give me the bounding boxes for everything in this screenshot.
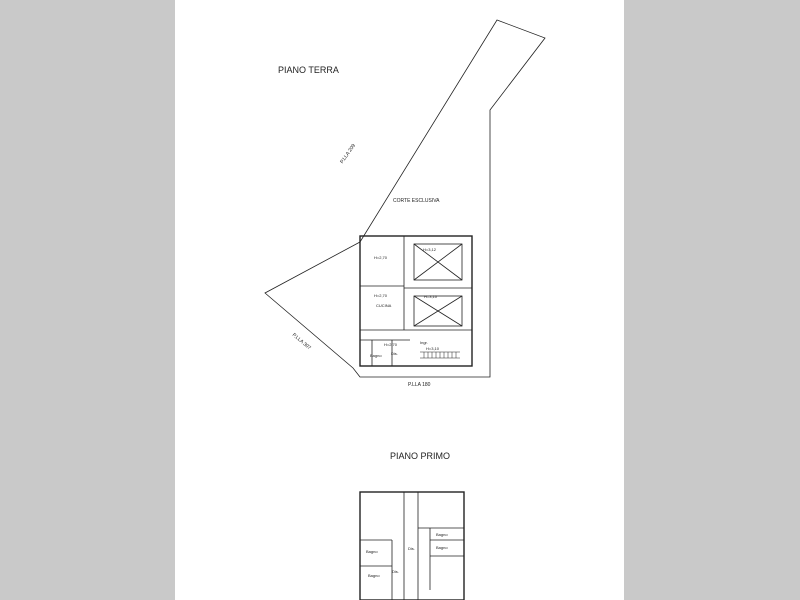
court-label: CORTE ESCLUSIVA — [393, 198, 440, 204]
room-height-label: H=2,70 — [374, 293, 388, 298]
room-height-label: H=2,70 — [384, 342, 398, 347]
parcel-label-south: P.LLA 180 — [408, 382, 431, 388]
kitchen-label: CUCINA — [376, 303, 392, 308]
stairs — [420, 352, 460, 358]
storage-label: Dis. — [408, 546, 415, 551]
room-height-label: H=2,70 — [374, 255, 388, 260]
entrance-label: Ingr. — [420, 340, 428, 345]
bathroom-label: Bagno — [436, 545, 448, 550]
room-height-label: H=3,12 — [423, 247, 437, 252]
room-height-label: H=3,10 — [426, 346, 440, 351]
bathroom-label: Bagno — [436, 532, 448, 537]
first-floor-title: PIANO PRIMO — [390, 451, 451, 461]
bathroom-label: Bagno — [370, 353, 382, 358]
ground-floor-title: PIANO TERRA — [278, 65, 339, 75]
bathroom-label: Bagno — [366, 549, 378, 554]
storage-label: Dis. — [391, 351, 398, 356]
bathroom-label: Bagno — [368, 573, 380, 578]
room-height-label: H=3,10 — [424, 294, 438, 299]
parcel-label-west: P.LLA 307 — [290, 332, 312, 352]
parcel-label-north: P.LLA 209 — [339, 143, 357, 165]
storage-label: Dis. — [392, 569, 399, 574]
